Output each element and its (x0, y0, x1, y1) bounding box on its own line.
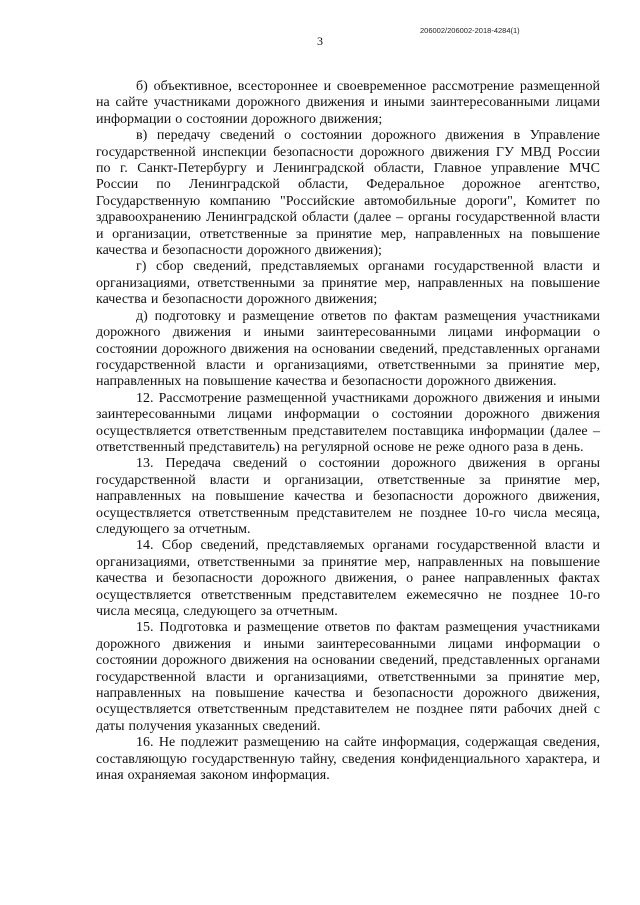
paragraph-v: в) передачу сведений о состоянии дорожного движения в Управление государственной инспекции безопасности дорожного движения ГУ МВД России по г. Санкт-Петербургу и Ленинградской области, Главное управление МЧС России по Ленинградской области, Федеральное дорожное агентство, Государственную компанию "Российские автомобильные дороги", Комитет по здравоохранению Ленинградской области (далее – органы государственной власти и организации, ответственные за принятие мер, направленных на повышение качества и безопасности дорожного движения); (96, 128, 600, 259)
paragraph-14: 14. Сбор сведений, представляемых органами государственной власти и организациями, ответственными за принятие мер, направленных на повышение качества и безопасности дорожного движения, о ранее направленных фактах осуществляется ответственным представителем ежемесячно не позднее 10-го числа месяца, следующего за отчетным. (96, 538, 600, 619)
paragraph-15: 15. Подготовка и размещение ответов по фактам размещения участниками дорожного движения и иными заинтересованными лицами информации о состоянии дорожного движения на основании сведений, представленных органами государственной власти и организациями, ответственными за принятие мер, направленных на повышение качества и безопасности дорожного движения, осуществляется ответственным представителем не позднее пяти рабочих дней с даты получения указанных сведений. (96, 620, 600, 734)
paragraph-b: б) объективное, всестороннее и своевременное рассмотрение размещенной на сайте участниками дорожного движения и иными заинтересованными лицами информации о состоянии дорожного движения; (96, 79, 600, 127)
paragraph-13: 13. Передача сведений о состоянии дорожного движения в органы государственной власти и организации, ответственные за принятие мер, направленных на повышение качества и безопасности дорожного движения, осуществляется ответственным представителем не позднее 10-го числа месяца, следующего за отчетным. (96, 456, 600, 537)
paragraph-12: 12. Рассмотрение размещенной участниками дорожного движения и иными заинтересованными лицами информации о состоянии дорожного движения осуществляется ответственным представителем поставщика информации (далее – ответственный представитель) на регулярной основе не реже одного раза в день. (96, 390, 600, 455)
page-number: 3 (317, 34, 323, 48)
document-id: 206002/206002-2018-4284(1) (420, 26, 520, 35)
paragraph-d: д) подготовку и размещение ответов по фактам размещения участниками дорожного движения и иными заинтересованными лицами информации о состоянии дорожного движения на основании сведений, представленных органами государственной власти и организациями, ответственными за принятие мер, направленных на повышение качества и безопасности дорожного движения. (96, 308, 600, 390)
document-body (96, 79, 600, 784)
paragraph-g: г) сбор сведений, представляемых органами государственной власти и организациями, ответственными за принятие мер, направленных на повышение качества и безопасности дорожного движения; (96, 259, 600, 308)
paragraph-16: 16. Не подлежит размещению на сайте информация, содержащая сведения, составляющую государственную тайну, сведения конфиденциального характера, и иная охраняемая законом информация. (96, 735, 600, 784)
